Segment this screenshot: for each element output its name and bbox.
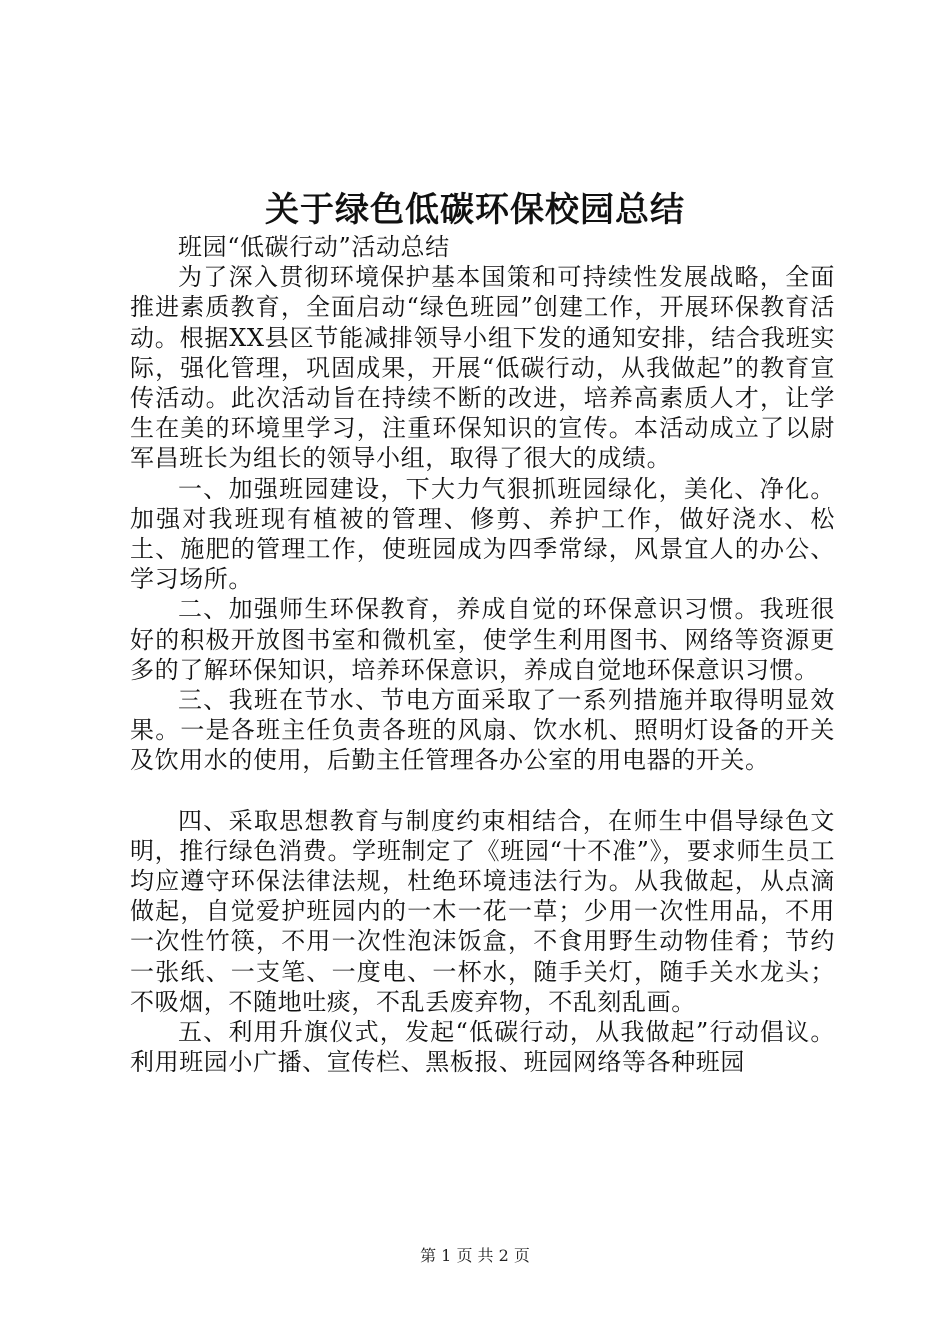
section-four-paragraph: 四、采取思想教育与制度约束相结合，在师生中倡导绿色文明，推行绿色消费。学班制定了《班园“十不准”》，要求师生员工均应遵守环保法律法规，杜绝环境违法行为。从我做起，从点滴做起，自觉爱护班园内的一木一花一草；少用一次性用品，不用一次性竹筷，不用一次性泡沫饭盒，不食用野生动物佳肴；节约一张纸、一支笔、一度电、一杯水，随手关灯，随手关水龙头；不吸烟，不随地吐痰，不乱丢废弃物，不乱刻乱画。 <box>130 806 835 1016</box>
document-title: 关于绿色低碳环保校园总结 <box>265 190 685 230</box>
subtitle-paragraph: 班园“低碳行动”活动总结 <box>178 233 450 261</box>
intro-paragraph: 为了深入贯彻环境保护基本国策和可持续性发展战略，全面推进素质教育，全面启动“绿色班园”创建工作，开展环保教育活动。根据XX县区节能减排领导小组下发的通知安排，结合我班实际，强化管理，巩固成果，开展“低碳行动，从我做起”的教育宣传活动。此次活动旨在持续不断的改进，培养高素质人才，让学生在美的环境里学习，注重环保知识的宣传。本活动成立了以尉军昌班长为组长的领导小组，取得了很大的成绩。 <box>130 263 835 473</box>
page-number-footer: 第 1 页 共 2 页 <box>420 1246 530 1265</box>
section-five-paragraph: 五、利用升旗仪式，发起“低碳行动，从我做起”行动倡议。利用班园小广播、宣传栏、黑板报、班园网络等各种班园 <box>130 1018 835 1077</box>
section-three-paragraph: 三、我班在节水、节电方面采取了一系列措施并取得明显效果。一是各班主任负责各班的风扇、饮水机、照明灯设备的开关及饮用水的使用，后勤主任管理各办公室的用电器的开关。 <box>130 686 835 775</box>
section-one-paragraph: 一、加强班园建设，下大力气狠抓班园绿化，美化、净化。加强对我班现有植被的管理、修剪、养护工作，做好浇水、松土、施肥的管理工作，使班园成为四季常绿，风景宜人的办公、学习场所。 <box>130 474 835 594</box>
section-two-paragraph: 二、加强师生环保教育，养成自觉的环保意识习惯。我班很好的积极开放图书室和微机室，使学生利用图书、网络等资源更多的了解环保知识，培养环保意识，养成自觉地环保意识习惯。 <box>130 595 835 684</box>
document-body <box>130 232 835 1077</box>
